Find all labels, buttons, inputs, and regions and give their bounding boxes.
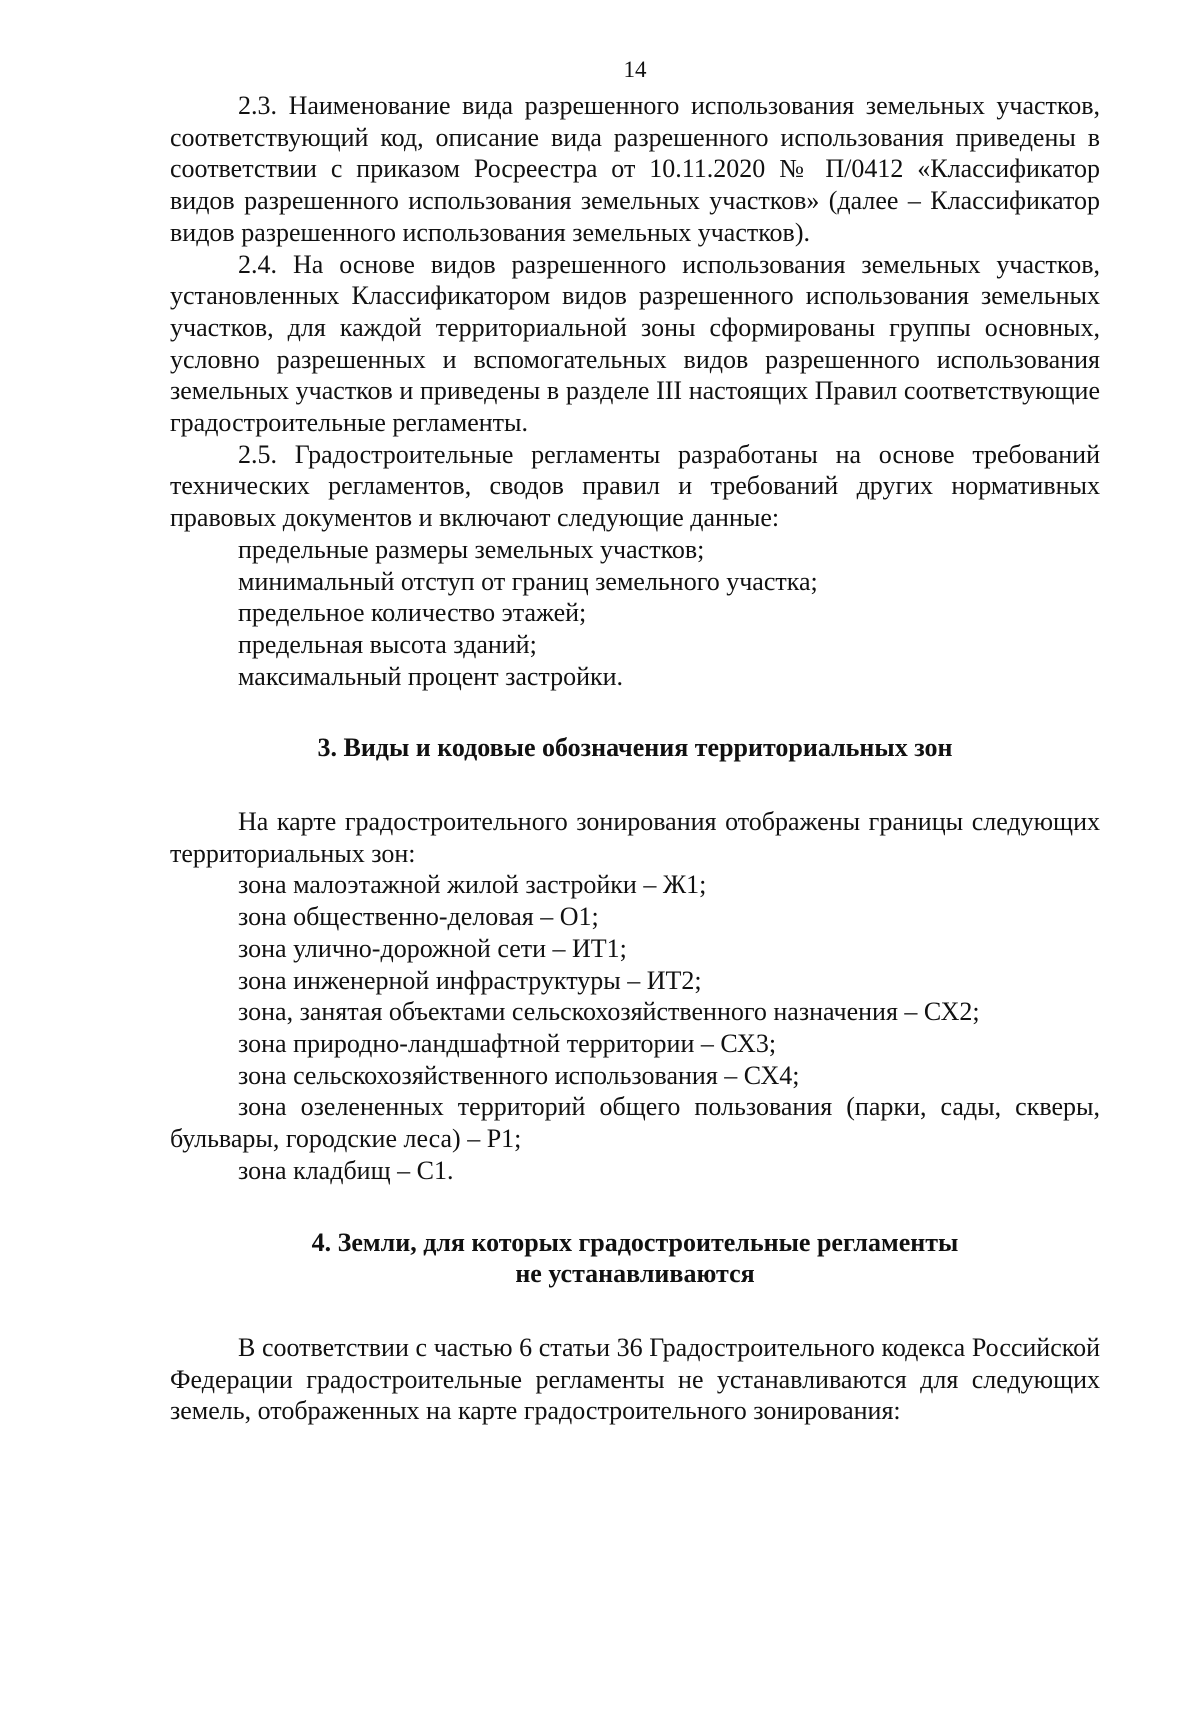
list-item: максимальный процент застройки. bbox=[238, 661, 624, 691]
list-item: предельное количество этажей; bbox=[238, 598, 587, 628]
list-item: зона улично-дорожной сети – ИТ1; bbox=[238, 933, 627, 963]
list-item: зона, занятая объектами сельскохозяйственного назначения – СХ2; bbox=[238, 997, 980, 1027]
page-number: 14 bbox=[623, 57, 647, 82]
list-item: предельные размеры земельных участков; bbox=[238, 534, 705, 564]
section-heading-4 bbox=[170, 1227, 1100, 1290]
document-page bbox=[170, 50, 1100, 1427]
list-item: зона озелененных территорий общего пользования (парки, сады, скверы, бульвары, городские леса) – Р1; bbox=[170, 1092, 1100, 1154]
regulation-data-list bbox=[170, 534, 1100, 693]
list-item: зона малоэтажной жилой застройки – Ж1; bbox=[238, 870, 707, 900]
paragraph-2-4: 2.4. На основе видов разрешенного использования земельных участков, установленных Классификатором видов разрешенного использования земельных участков, для каждой территориальной зоны сформированы группы основных, условно разрешенных и вспомогательных видов разрешенного использования земельных участков и приведены в разделе III настоящих Правил соответствующие градостроительные регламенты. bbox=[170, 249, 1100, 438]
paragraph-2-5: 2.5. Градостроительные регламенты разработаны на основе требований технических регламентов, сводов правил и требований других нормативных правовых документов и включают следующие данные: bbox=[170, 439, 1100, 533]
paragraph-2-3: 2.3. Наименование вида разрешенного использования земельных участков, соответствующий код, описание вида разрешенного использования приведены в соответствии с приказом Росреестра от 10.11.2020 № П/0412 «Классификатор видов разрешенного использования земельных участков» (далее – Классификатор видов разрешенного использования земельных участков). bbox=[170, 91, 1100, 247]
list-item: предельная высота зданий; bbox=[238, 629, 537, 659]
zones-list bbox=[170, 869, 1100, 1186]
section-heading-4-line2: не устанавливаются bbox=[515, 1259, 755, 1289]
paragraph-3-intro: На карте градостроительного зонирования отображены границы следующих территориальных зон: bbox=[170, 807, 1100, 868]
list-item: зона сельскохозяйственного использования – СХ4; bbox=[238, 1060, 800, 1090]
list-item: зона кладбищ – С1. bbox=[238, 1155, 454, 1185]
list-item: зона природно-ландшафтной территории – СХ3; bbox=[238, 1028, 777, 1058]
list-item: зона инженерной инфраструктуры – ИТ2; bbox=[238, 965, 702, 995]
section-heading-3: 3. Виды и кодовые обозначения территориальных зон bbox=[317, 733, 953, 763]
paragraph-4-intro: В соответствии с частью 6 статьи 36 Градостроительного кодекса Российской Федерации градостроительные регламенты не устанавливаются для следующих земель, отображенных на карте градостроительного зонирования: bbox=[170, 1332, 1100, 1426]
section-heading-4-line1: 4. Земли, для которых градостроительные регламенты bbox=[311, 1227, 959, 1257]
list-item: минимальный отступ от границ земельного участка; bbox=[238, 566, 818, 596]
list-item: зона общественно-деловая – О1; bbox=[238, 902, 599, 932]
